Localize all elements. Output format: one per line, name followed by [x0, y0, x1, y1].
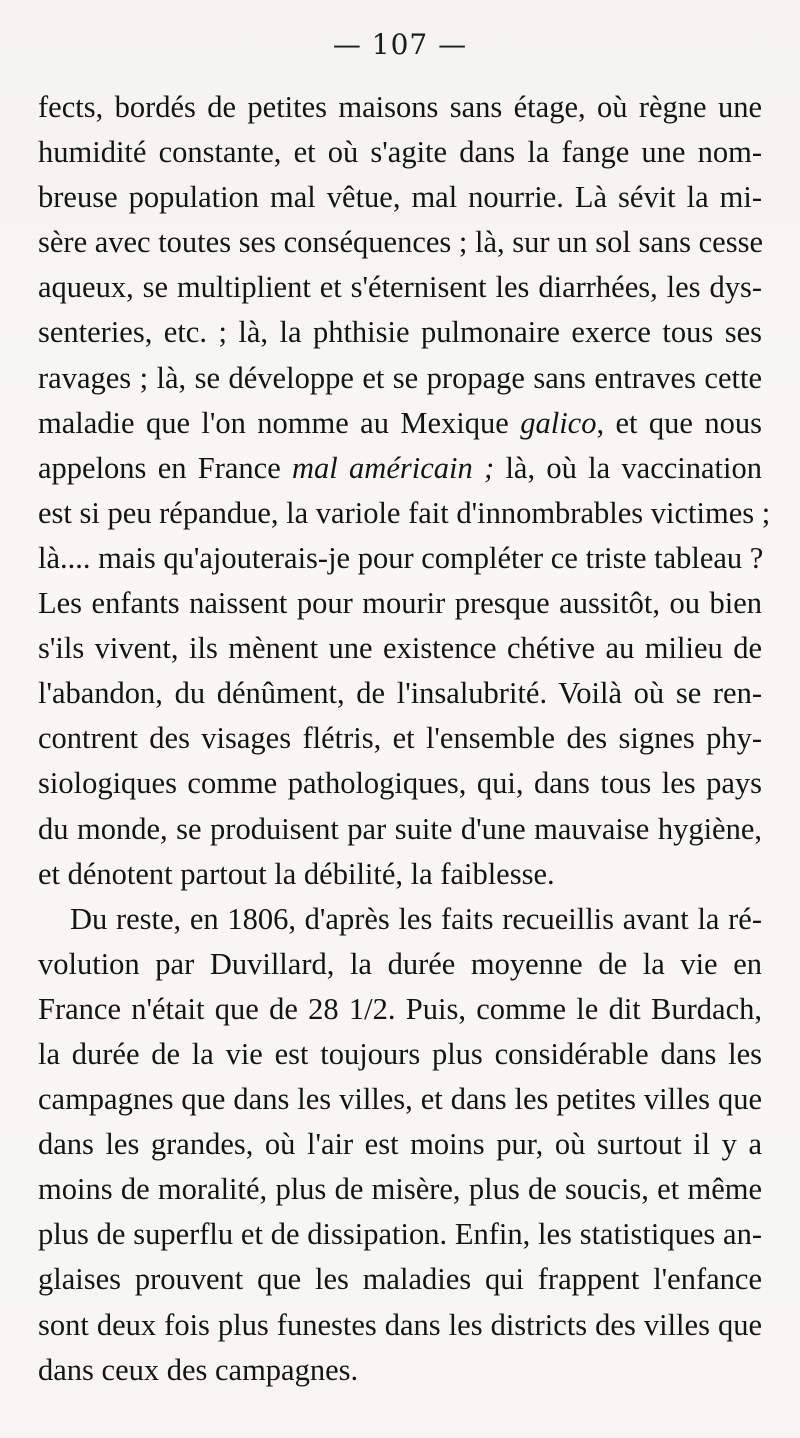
text-line: aqueux, se multiplient et s'éternisent les diarrhées, les dys-: [38, 270, 762, 305]
text-line: s'ils vivent, ils mènent une existence chétive au milieu de: [38, 631, 762, 666]
text-line: plus de superflu et de dissipation. Enfin, les statistiques an-: [38, 1217, 762, 1252]
text-line: campagnes que dans les villes, et dans les petites villes que: [38, 1082, 762, 1117]
text-span: , et que nous: [596, 405, 763, 440]
text-line: Les enfants naissent pour mourir presque aussitôt, ou bien: [38, 586, 762, 621]
page-number: — 107 —: [332, 28, 468, 61]
text-line: France n'était que de 28 1/2. Puis, comme le dit Burdach,: [38, 991, 762, 1026]
text-line: humidité constante, et où s'agite dans la fange une nom-: [38, 135, 762, 170]
text-line: Du reste, en 1806, d'après les faits recueillis avant la ré-: [70, 901, 762, 936]
text-line: glaises prouvent que les maladies qui frappent l'enfance: [38, 1262, 762, 1297]
body-text: [38, 85, 771, 1393]
text-line-with-italic: [38, 446, 762, 491]
text-span: appelons en France: [38, 450, 293, 485]
text-line: senteries, etc. ; là, la phthisie pulmonaire exerce tous ses: [38, 315, 762, 350]
text-line: breuse population mal vêtue, mal nourrie. Là sévit la mi-: [38, 180, 762, 215]
text-line: sère avec toutes ses conséquences ; là, sur un sol sans cesse: [38, 225, 764, 260]
text-line: contrent des visages flétris, et l'ensemble des signes phy-: [38, 721, 762, 756]
text-line: moins de moralité, plus de misère, plus de soucis, et même: [38, 1172, 762, 1207]
text-line: siologiques comme pathologiques, qui, dans tous les pays: [38, 766, 762, 801]
text-line: fects, bordés de petites maisons sans étage, où règne une: [38, 90, 762, 124]
text-line-with-italic: [38, 401, 762, 446]
text-span: là, où la vaccination: [494, 450, 763, 485]
text-line: est si peu répandue, la variole fait d'innombrables victimes ;: [38, 495, 771, 530]
text-line: dans les grandes, où l'air est moins pur, où surtout il y a: [38, 1127, 762, 1162]
italic-term-mal-americain: mal américain ;: [292, 450, 495, 485]
text-line: dans ceux des campagnes.: [38, 1352, 359, 1387]
text-line: sont deux fois plus funestes dans les districts des villes que: [38, 1307, 762, 1342]
text-line: du monde, se produisent par suite d'une mauvaise hygiène,: [38, 811, 762, 846]
text-line: là.... mais qu'ajouterais-je pour compléter ce triste tableau ?: [38, 540, 764, 575]
text-span: maladie que l'on nomme au Mexique: [38, 405, 521, 440]
italic-term-galico: galico: [520, 405, 597, 440]
text-line: et dénotent partout la débilité, la faiblesse.: [38, 856, 555, 891]
text-line: ravages ; là, se développe et se propage sans entraves cette: [38, 360, 762, 395]
text-line: volution par Duvillard, la durée moyenne de la vie en: [38, 946, 762, 981]
text-line: la durée de la vie est toujours plus considérable dans les: [38, 1036, 762, 1071]
text-line: l'abandon, du dénûment, de l'insalubrité. Voilà où se ren-: [38, 676, 762, 711]
